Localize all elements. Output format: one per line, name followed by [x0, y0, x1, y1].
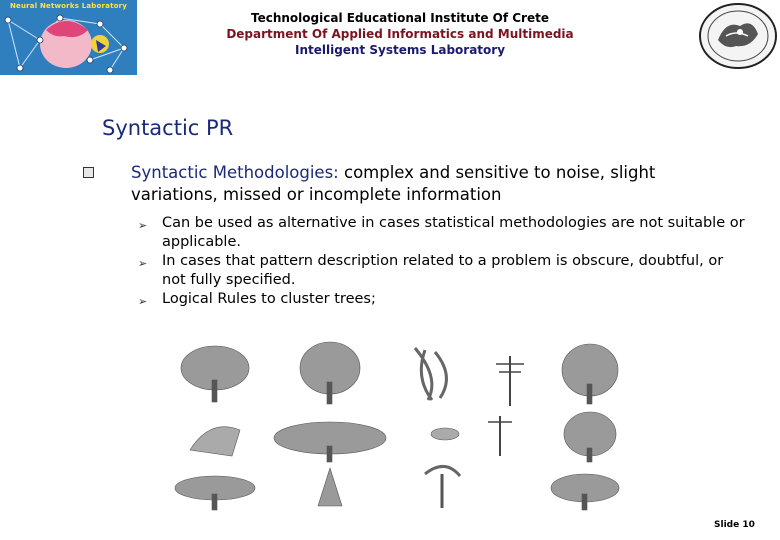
- sub-bullet-text: Logical Rules to cluster trees;: [162, 291, 376, 307]
- institute-seal-logo: [696, 0, 780, 72]
- arrow-bullet-icon: ➢: [138, 219, 148, 232]
- laboratory-name: Intelligent Systems Laboratory: [294, 43, 506, 57]
- square-bullet-icon: [83, 167, 94, 178]
- main-bullet-rest: complex and sensitive to noise, slight variations, missed or incomplete information: [131, 163, 656, 204]
- sub-bullet: [138, 290, 748, 309]
- main-bullet-lead: Syntactic Methodologies:: [131, 163, 339, 182]
- slide-title: Syntactic PR: [102, 116, 234, 140]
- neural-networks-lab-logo: [0, 0, 137, 75]
- institution-header: [150, 10, 650, 58]
- sub-bullet-text: Can be used as alternative in cases statistical methodologies are not suitable or applicable.: [162, 215, 745, 250]
- network-head-icon: [0, 0, 137, 75]
- tree-sketches-illustration: [170, 338, 630, 516]
- slide-number: Slide 10: [714, 520, 755, 530]
- institute-name: Technological Educational Institute Of Crete: [251, 11, 549, 25]
- sub-bullet-text: In cases that pattern description related to a problem is obscure, doubtful, or not fully specified.: [162, 253, 724, 288]
- arrow-bullet-icon: ➢: [138, 295, 148, 308]
- sub-bullet: [138, 252, 748, 290]
- arrow-bullet-icon: ➢: [138, 257, 148, 270]
- sub-bullet: [138, 214, 748, 252]
- sub-bullet-list: [138, 214, 748, 309]
- main-bullet-text: [131, 162, 731, 206]
- department-name: Department Of Applied Informatics and Multimedia: [226, 27, 574, 41]
- logo-caption: Neural Networks Laboratory: [9, 2, 128, 10]
